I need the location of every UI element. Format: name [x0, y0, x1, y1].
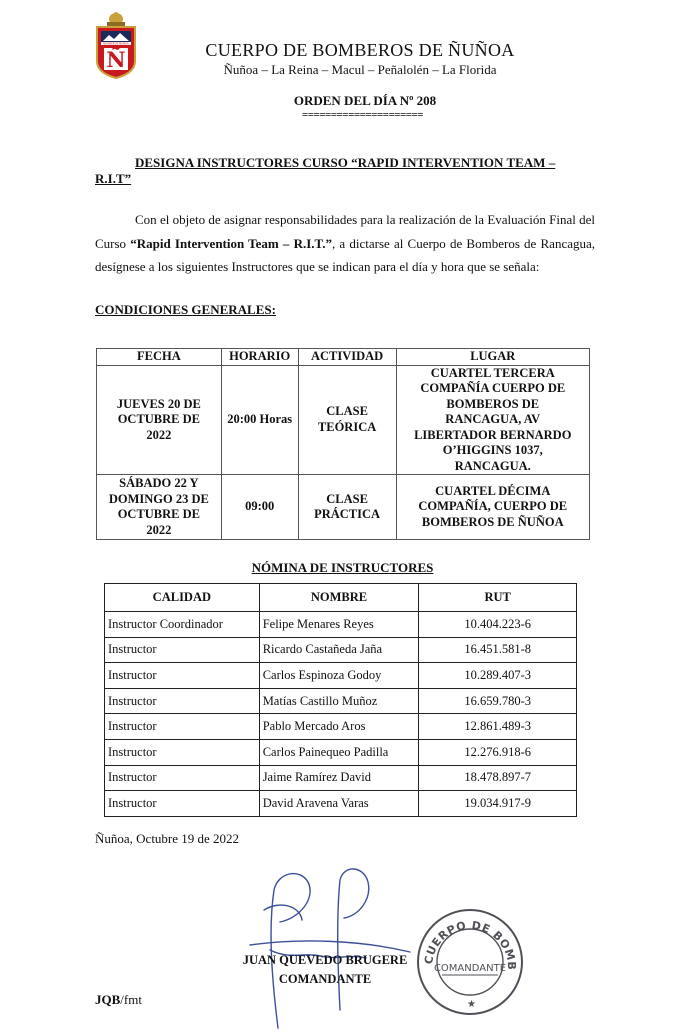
nombre-cell: Jaime Ramírez David [259, 765, 419, 791]
rut-cell: 10.404.223-6 [419, 612, 577, 638]
crown-icon [107, 12, 125, 26]
actividad-cell: CLASE PRÁCTICA [298, 475, 396, 540]
place-date: Ñuñoa, Octubre 19 de 2022 [95, 831, 240, 846]
order-subject-line2: R.I.T” [95, 171, 132, 186]
order-underline: ===================== [301, 109, 424, 121]
rut-cell: 12.861.489-3 [419, 714, 577, 740]
rut-cell: 12.276.918-6 [419, 739, 577, 765]
handwritten-signature [240, 860, 440, 1030]
reference-initials: JQB/fmt [95, 992, 142, 1007]
instructors-header-row [105, 584, 577, 612]
conditions-heading: CONDICIONES GENERALES: [95, 302, 276, 317]
calidad-cell: Instructor [105, 714, 260, 740]
conditions-table [96, 348, 590, 540]
calidad-cell: Instructor Coordinador [105, 612, 260, 638]
actividad-cell: CLASE TEÓRICA [298, 365, 396, 475]
body-part1: Con el objeto de asignar responsabilidades para la realización de la Evaluación Final del Curso [95, 212, 595, 251]
table-row [105, 688, 577, 714]
body-part2: , a dictarse al Cuerpo de Bomberos de Rancagua, desígnese a los siguientes Instructores que se indican para el día y hora que se señala: [95, 235, 595, 274]
conditions-row [97, 475, 590, 540]
rut-cell: 19.034.917-9 [419, 791, 577, 817]
svg-text:CUERPO DE BOMBEROS DE ÑUÑOA: CUERPO DE BOMB [421, 918, 519, 971]
nombre-cell: Carlos Painequeo Padilla [259, 739, 419, 765]
nombre-cell: Matías Castillo Muñoz [259, 688, 419, 714]
order-number: ORDEN DEL DÍA Nº 208 [293, 93, 437, 108]
star-icon: ★ [467, 999, 476, 1010]
svg-text:BOMBEROS ÑUÑOA: BOMBEROS ÑUÑOA [103, 42, 129, 46]
institution-subtitle: Ñuñoa – La Reina – Macul – Peñalolén – La Florida [223, 62, 497, 77]
fecha-cell: JUEVES 20 DE OCTUBRE DE 2022 [97, 365, 222, 475]
col-actividad: ACTIVIDAD [298, 349, 396, 366]
col-horario: HORARIO [221, 349, 298, 366]
rut-cell: 16.659.780-3 [419, 688, 577, 714]
conditions-header-row [97, 349, 590, 366]
col-nombre: NOMBRE [259, 584, 419, 612]
instructors-heading: NÓMINA DE INSTRUCTORES [251, 560, 434, 575]
institution-title: CUERPO DE BOMBEROS DE ÑUÑOA [205, 40, 515, 60]
order-subject [95, 155, 585, 187]
table-row [105, 612, 577, 638]
lugar-cell: CUARTEL TERCERA COMPAÑÍA CUERPO DE BOMBEROS DE RANCAGUA, AV LIBERTADOR BERNARDO O’HIGGINS 1037, RANCAGUA. [396, 365, 589, 475]
order-subject-line1: DESIGNA INSTRUCTORES CURSO “RAPID INTERVENTION TEAM – [135, 155, 556, 170]
calidad-cell: Instructor [105, 739, 260, 765]
calidad-cell: Instructor [105, 637, 260, 663]
fecha-cell: SÁBADO 22 Y DOMINGO 23 DE OCTUBRE DE 2022 [97, 475, 222, 540]
lugar-cell: CUARTEL DÉCIMA COMPAÑÍA, CUERPO DE BOMBEROS DE ÑUÑOA [396, 475, 589, 540]
col-lugar: LUGAR [396, 349, 589, 366]
nombre-cell: Ricardo Castañeda Jaña [259, 637, 419, 663]
col-rut: RUT [419, 584, 577, 612]
rut-cell: 10.289.407-3 [419, 663, 577, 689]
signer-role: COMANDANTE [278, 972, 372, 986]
official-stamp [412, 905, 527, 1017]
table-row [105, 791, 577, 817]
horario-cell: 20:00 Horas [221, 365, 298, 475]
conditions-row [97, 365, 590, 475]
nombre-cell: Carlos Espinoza Godoy [259, 663, 419, 689]
signer-name: JUAN QUEVEDO BRUGERE [242, 953, 408, 967]
nombre-cell: David Aravena Varas [259, 791, 419, 817]
table-row [105, 714, 577, 740]
bomberos-logo [93, 11, 139, 79]
rut-cell: 16.451.581-8 [419, 637, 577, 663]
col-calidad: CALIDAD [105, 584, 260, 612]
svg-text:COMANDANTE: COMANDANTE [433, 963, 507, 974]
table-row [105, 663, 577, 689]
nombre-cell: Pablo Mercado Aros [259, 714, 419, 740]
rut-cell: 18.478.897-7 [419, 765, 577, 791]
instructors-table [104, 583, 577, 817]
svg-text:Ñ: Ñ [106, 47, 126, 72]
table-row [105, 765, 577, 791]
course-name: “Rapid Intervention Team – R.I.T.” [130, 235, 332, 251]
horario-cell: 09:00 [221, 475, 298, 540]
nombre-cell: Felipe Menares Reyes [259, 612, 419, 638]
calidad-cell: Instructor [105, 791, 260, 817]
calidad-cell: Instructor [105, 663, 260, 689]
table-row [105, 739, 577, 765]
table-row [105, 637, 577, 663]
calidad-cell: Instructor [105, 765, 260, 791]
body-paragraph [95, 208, 595, 279]
calidad-cell: Instructor [105, 688, 260, 714]
col-fecha: FECHA [97, 349, 222, 366]
